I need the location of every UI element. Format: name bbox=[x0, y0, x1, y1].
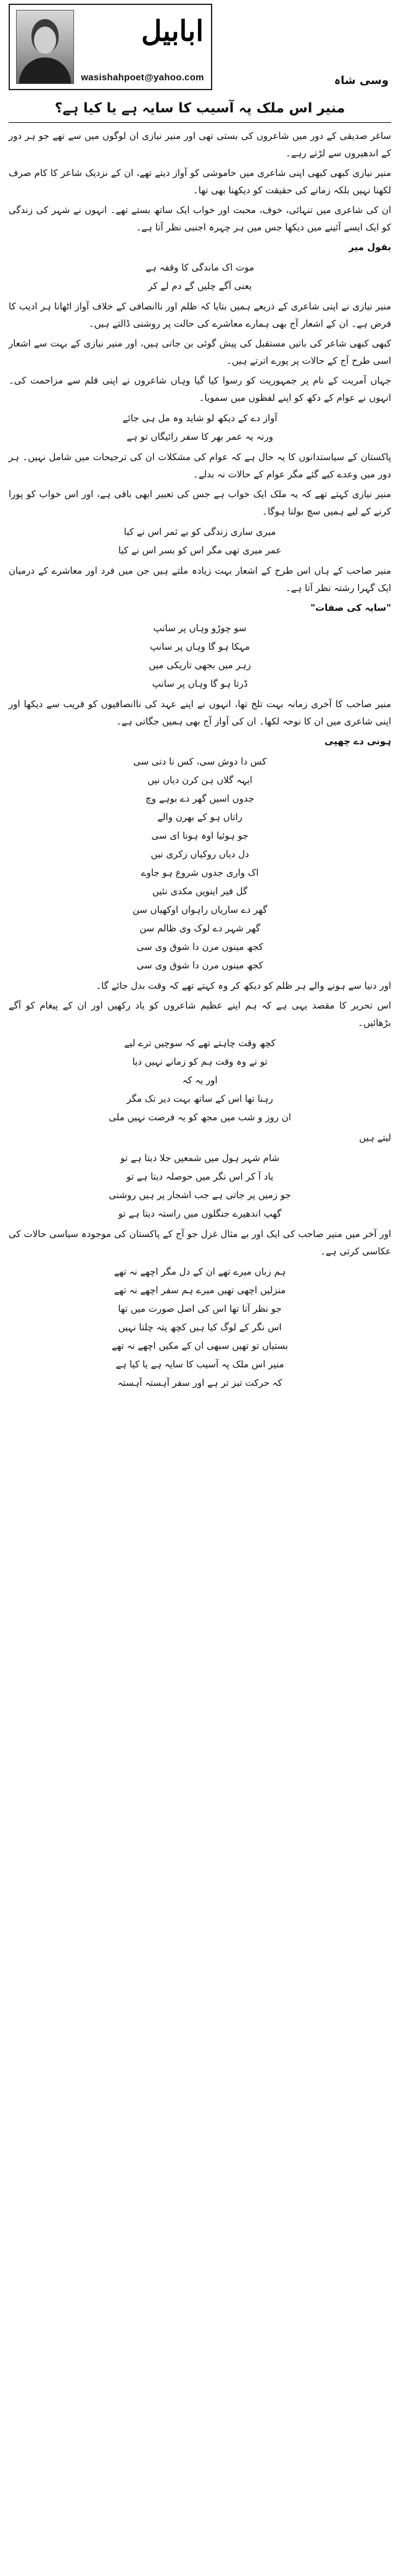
verse-line: دل دیاں روکیاں زکری نیں bbox=[151, 849, 249, 860]
verse-line: میری ساری زندگی کو بے ثمر اس نے کیا bbox=[123, 526, 276, 537]
verse-block bbox=[9, 1149, 391, 1223]
verse-line: آواز دے کے دیکھ لو شاید وہ مل ہی جائے bbox=[122, 413, 278, 424]
paragraph: ان کی شاعری میں تنہائی، خوف، محبت اور خواب ایک ساتھ بستے تھے۔ انہوں نے شہر کی زندگی کو ایک ایسے آئینے میں دیکھا جس میں ہر چہرہ اجنبی نظر آتا ہے۔ bbox=[9, 204, 391, 233]
verse-line: اور یہ کہ bbox=[182, 1075, 218, 1086]
article-body bbox=[9, 127, 391, 1395]
paragraph: اور آخر میں منیر صاحب کی ایک اور بے مثال غزل جو آج کے پاکستان کی موجودہ سیاسی حالات کی عکاسی کرتی ہے۔ bbox=[9, 1228, 391, 1257]
verse-line: گھپ اندھیرے جنگلوں میں راستہ دیتا ہے تو bbox=[118, 1208, 282, 1219]
verse-line: جو نظر آتا تھا اس کی اصل صورت میں تھا bbox=[118, 1303, 282, 1314]
paragraph: "سایہ کی صفات" bbox=[310, 602, 391, 613]
verse-line: مہکا ہو گا وہاں پر سانپ bbox=[150, 641, 250, 652]
verse-line: تو نے وہ وقت ہم کو زمانے نہیں دیا bbox=[132, 1056, 268, 1067]
paragraph: منیر صاحب کا آخری زمانہ بہت تلخ تھا، انہوں نے اپنے عہد کی ناانصافیوں کو قریب سے دیکھا اور اپنی شاعری میں ان کا نوحہ لکھا۔ ان کی آواز آج بھی ہمیں جگاتی ہے۔ bbox=[9, 699, 391, 727]
verse-block bbox=[9, 752, 391, 975]
paragraph: ہونی دے چھپی bbox=[325, 736, 391, 747]
verse-block bbox=[9, 1262, 391, 1392]
paragraph: ساغر صدیقی کے دور میں شاعروں کی بستی تھی اور منیر نیازی ان لوگوں میں سے تھے جو ہر دور کے اندھیروں سے لڑتے رہے۔ bbox=[9, 130, 391, 159]
verse-line: اس نگر کے لوگ کیا ہیں کچھ پتہ چلتا نہیں bbox=[118, 1322, 282, 1333]
verse-line: زہر میں بجھی تاریکی میں bbox=[149, 660, 251, 671]
verse-line: یاد آ کر اس نگر میں حوصلہ دیتا ہے تو bbox=[126, 1171, 274, 1182]
title-divider bbox=[9, 122, 391, 123]
author-name: وسی شاہ bbox=[334, 74, 389, 87]
verse-line: ہم زباں میرے تھے ان کے دل مگر اچھے نہ تھے bbox=[114, 1266, 286, 1277]
verse-block bbox=[9, 409, 391, 446]
paragraph: جہاں آمریت کے نام پر جمہوریت کو رسوا کیا گیا وہاں شاعروں نے اپنی قلم سے مزاحمت کی۔ انہوں نے عوام کے دکھ کو اپنے لفظوں میں سمویا۔ bbox=[9, 375, 391, 403]
verse-line: کجھ مینوں مرن دا شوق وی سی bbox=[136, 941, 263, 952]
column-masthead bbox=[9, 4, 212, 90]
paragraph: منیر نیازی کہتے تھے کہ یہ ملک ایک خواب ہے جس کی تعبیر ابھی باقی ہے، اور اس خواب کو پورا کرنے کے لیے ہمیں سچ بولنا ہوگا۔ bbox=[9, 489, 391, 517]
verse-line: کجھ مینوں مرن دا شوق وی سی bbox=[136, 960, 263, 971]
paragraph: بقول میر bbox=[349, 241, 391, 253]
verse-line: کچھ وقت چاہتے تھے کہ سوچیں ترے لیے bbox=[124, 1038, 276, 1049]
column-logo: ابابیل bbox=[141, 14, 204, 48]
verse-line: ان روز و شب میں مجھ کو یہ فرصت نہیں ملی bbox=[109, 1112, 291, 1123]
verse-line: موت اک ماندگی کا وقفہ ہے bbox=[146, 262, 254, 273]
verse-line: شام شہر ہول میں شمعیں جلا دیتا ہے تو bbox=[120, 1152, 279, 1164]
author-face bbox=[34, 27, 56, 54]
verse-line: یعنی آگے چلیں گے دم لے کر bbox=[147, 280, 252, 292]
paragraph: منیر نیازی کبھی کبھی اپنی شاعری میں خاموشی کو آواز دیتے تھے، ان کے نزدیک شاعر کا کام صرف لکھنا نہیں بلکہ زمانے کی حقیقت کو دیکھنا بھی تھا۔ bbox=[9, 167, 391, 196]
paragraph: اس تحریر کا مقصد یہی ہے کہ ہم اپنے عظیم شاعروں کو یاد رکھیں اور ان کے پیغام کو آگے بڑھائیں۔ bbox=[9, 1000, 391, 1028]
verse-line: جو ہوئیا اوہ ہونا ای سی bbox=[151, 830, 249, 841]
paragraph: منیر نیازی نے اپنی شاعری کے ذریعے ہمیں بتایا کہ ظلم اور ناانصافی کے خلاف آواز اٹھانا ہر ادیب کا فرض ہے۔ ان کے اشعار آج بھی ہمارے معاشرے کی حالت پر روشنی ڈالتے ہیں۔ bbox=[9, 301, 391, 329]
verse-line: سو چوڑو وہاں پر سانپ bbox=[153, 623, 247, 634]
article-title: منیر اس ملک پہ آسیب کا سایہ ہے یا کیا ہے؟ bbox=[54, 101, 345, 116]
verse-line: عمر میری تھی مگر اس کو بسر اس نے کیا bbox=[118, 545, 282, 556]
verse-line: جدوں اسیں گھر دے بوہے وچ bbox=[145, 793, 255, 804]
verse-line: گھر شہر دے لوک وی ظالم سن bbox=[139, 923, 260, 934]
verse-line: کہ حرکت تیز تر ہے اور سفر آہستہ آہستہ bbox=[117, 1377, 283, 1388]
verse-line: گھر دے ساریاں راہواں اوکھیاں سن bbox=[132, 904, 268, 915]
verse-line: ڈرتا ہو گا وہاں پر سانپ bbox=[152, 678, 248, 689]
verse-line: جو زمیں پر جاتی ہے جب اشجار پر ہیں روشنی bbox=[109, 1189, 291, 1201]
verse-block bbox=[9, 1034, 391, 1126]
paragraph: پاکستان کے سیاستدانوں کا یہ حال ہے کہ عوام کی مشکلات ان کی ترجیحات میں شامل نہیں۔ ہر دور میں وعدے کیے گئے مگر عوام کے حالات نہ بدلے۔ bbox=[9, 451, 391, 480]
verse-line: گل فیر اینویں مکدی نئیں bbox=[152, 886, 248, 897]
verse-line: ورنہ یہ عمر بھر کا سفر رائیگاں تو ہے bbox=[126, 431, 273, 442]
paragraph: کبھی کبھی شاعر کی باتیں مستقبل کی پیش گوئی بن جاتی ہیں، اور منیر نیازی کے بہت سے اشعار اسی طرح آج کے حالات پر پورے اترتے ہیں۔ bbox=[9, 338, 391, 366]
verse-line: ایہہ گلاں ہن کرن دیاں نیں bbox=[147, 774, 253, 786]
verse-line: منزلیں اچھی تھیں میرے ہم سفر اچھے نہ تھے bbox=[114, 1285, 286, 1296]
author-shoulders bbox=[19, 57, 71, 84]
verse-line: اک واری جدوں شروع ہو جاوے bbox=[141, 867, 259, 878]
verse-block bbox=[9, 522, 391, 560]
verse-line: کس دا دوش سی، کس نا دتی سی bbox=[133, 756, 267, 767]
paragraph: لیتے ہیں bbox=[359, 1132, 391, 1143]
verse-block bbox=[9, 619, 391, 693]
verse-line: منیر اس ملک پہ آسیب کا سایہ ہے یا کیا ہے bbox=[115, 1359, 284, 1370]
verse-line: رہنا تھا اس کے ساتھ بہت دیر تک مگر bbox=[126, 1093, 273, 1104]
paragraph: منیر صاحب کے ہاں اس طرح کے اشعار بہت زیادہ ملتے ہیں جن میں فرد اور معاشرے کے درمیان ایک گہرا رشتہ نظر آتا ہے۔ bbox=[9, 565, 391, 594]
verse-line: بستیاں تو تھیں سبھی ان کے مکیں اچھے نہ تھے bbox=[112, 1340, 288, 1351]
verse-block bbox=[9, 258, 391, 295]
author-email: wasishahpoet@yahoo.com bbox=[81, 72, 204, 83]
paragraph: اور دنیا سے ہونے والے ہر ظلم کو دیکھ کر وہ کہتے تھے کہ وقت بدل جائے گا۔ bbox=[96, 980, 391, 991]
author-photo bbox=[16, 10, 74, 84]
verse-line: راتاں ہو کے بھرن والے bbox=[157, 812, 242, 823]
